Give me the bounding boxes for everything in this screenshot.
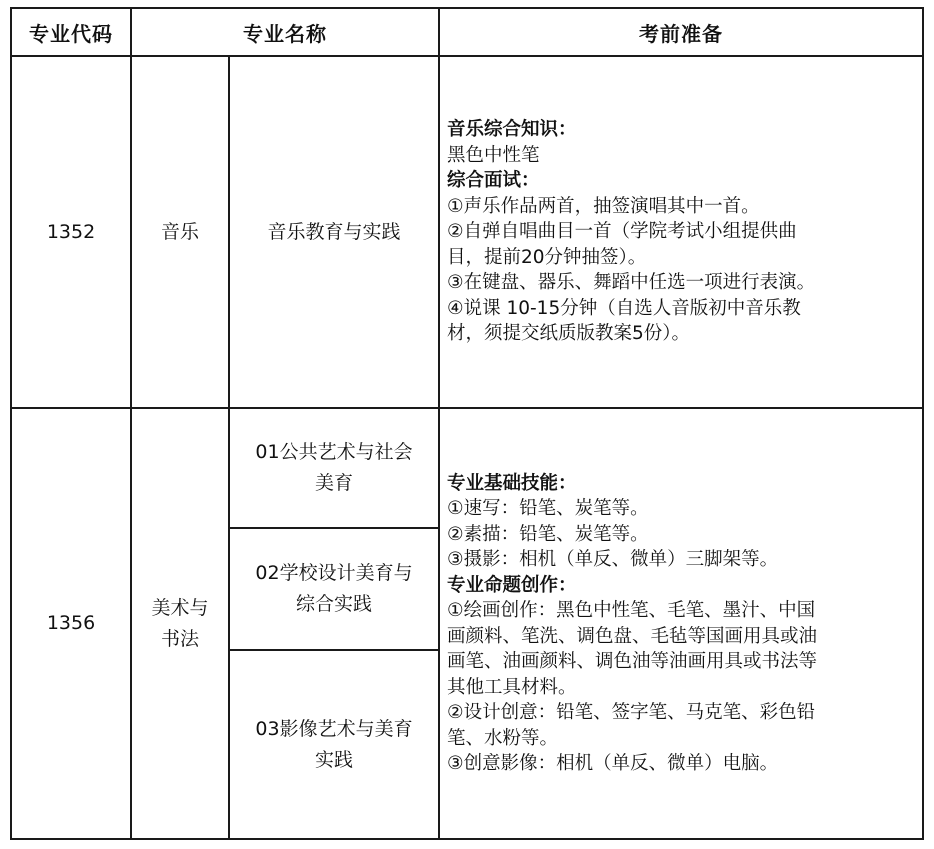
prep-line: ④说课 10-15分钟（自选人音版初中音乐教 — [447, 297, 801, 319]
header-prep: 考前准备 — [439, 8, 923, 56]
direction-line: 美育 — [314, 472, 353, 494]
prep-line: ②自弹自唱曲目一首（学院考试小组提供曲 — [447, 221, 797, 243]
prep-line: ③创意影像：相机（单反、微单）电脑。 — [447, 753, 779, 774]
prep-line: ①绘画创作：黑色中性笔、毛笔、墨汁、中国 — [447, 600, 816, 621]
major-name: 音乐 — [131, 56, 229, 408]
prep-line: 目，提前20分钟抽签）。 — [447, 246, 647, 268]
prep-line: 黑色中性笔 — [447, 144, 540, 166]
prep-cell — [439, 56, 923, 408]
prep-section-title: 音乐综合知识： — [447, 119, 577, 141]
prep-line: 画笔、油画颜料、调色油等油画用具或书法等 — [447, 651, 818, 672]
prep-line: ②设计创意：铅笔、签字笔、马克笔、彩色铅 — [447, 702, 816, 723]
prep-line: ①声乐作品两首，抽签演唱其中一首。 — [447, 195, 760, 217]
prep-cell — [439, 408, 923, 839]
prep-section-title: 专业基础技能： — [447, 472, 577, 494]
major-name-line: 美术与 — [151, 596, 209, 619]
prep-line: ①速写：铅笔、炭笔等。 — [447, 498, 649, 519]
prep-table — [10, 7, 924, 840]
major-name-line: 书法 — [160, 627, 199, 650]
major-direction: 音乐教育与实践 — [229, 56, 439, 408]
prep-line: 画颜料、笔洗、调色盘、毛毡等国画用具或油 — [447, 625, 818, 647]
header-name: 专业名称 — [131, 8, 439, 56]
major-direction — [229, 650, 439, 839]
prep-line: ②素描：铅笔、炭笔等。 — [447, 523, 649, 545]
major-direction — [229, 408, 439, 528]
direction-line: 03影像艺术与美育 — [255, 717, 413, 740]
prep-section-title: 专业命题创作： — [447, 574, 577, 596]
major-name — [131, 408, 229, 839]
major-code: 1352 — [11, 56, 131, 408]
header-row — [11, 8, 923, 56]
direction-line: 实践 — [314, 748, 353, 771]
major-direction — [229, 528, 439, 650]
prep-section-title: 综合面试： — [447, 170, 540, 192]
prep-line: ③在键盘、器乐、舞蹈中任选一项进行表演。 — [447, 272, 816, 294]
direction-line: 02学校设计美育与 — [255, 562, 413, 584]
header-code: 专业代码 — [11, 8, 131, 56]
major-code: 1356 — [11, 408, 131, 839]
prep-line: 笔、水粉等。 — [447, 727, 559, 749]
direction-line: 01公共艺术与社会 — [255, 441, 413, 463]
prep-line: 其他工具材料。 — [447, 676, 577, 698]
prep-line: ③摄影：相机（单反、微单）三脚架等。 — [447, 549, 779, 570]
direction-line: 综合实践 — [295, 593, 372, 615]
prep-line: 材，须提交纸质版教案5份）。 — [447, 323, 691, 345]
table-row — [11, 56, 923, 408]
table-row — [11, 408, 923, 528]
